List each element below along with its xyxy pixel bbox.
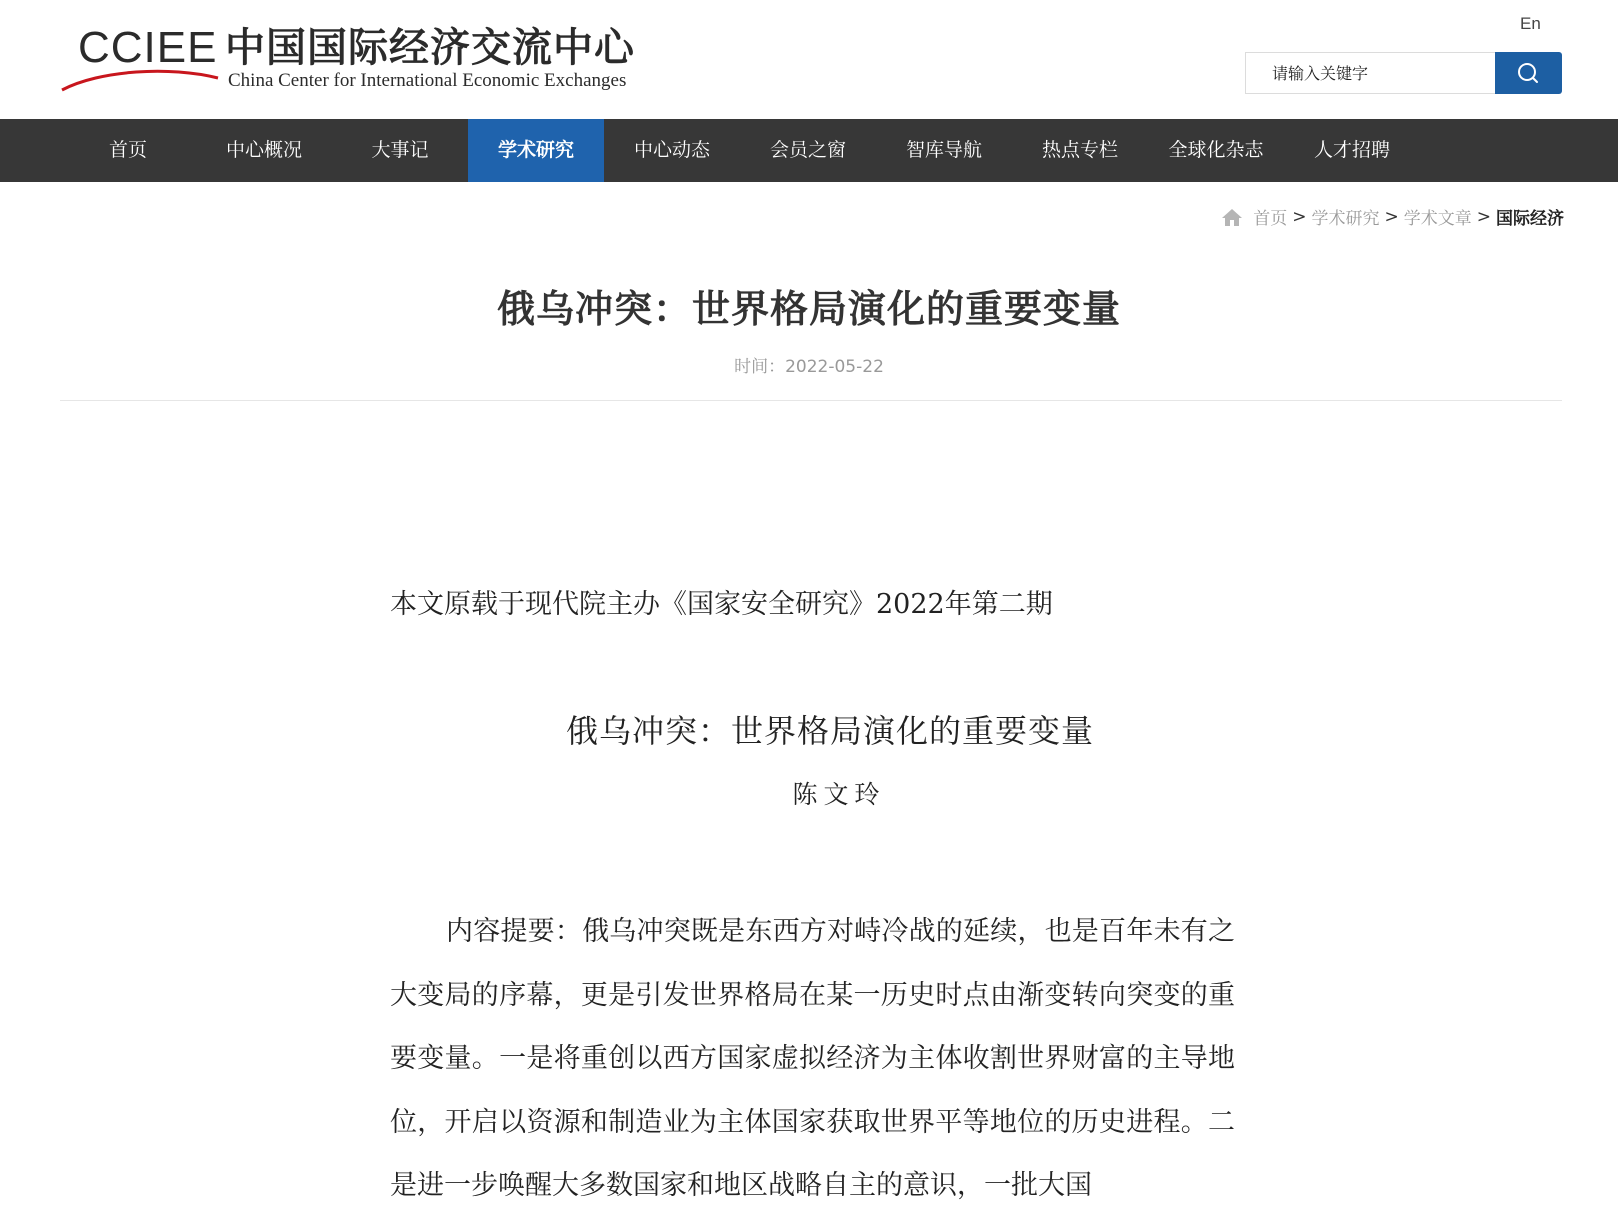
nav-item-careers[interactable]: 人才招聘: [1313, 139, 1390, 161]
home-icon: [1221, 207, 1243, 227]
divider: [60, 400, 1562, 401]
nav-item-home[interactable]: 首页: [108, 139, 147, 161]
logo-english-name: China Center for International Economic Exchanges: [228, 70, 627, 91]
breadcrumb-articles[interactable]: 学术文章: [1403, 209, 1472, 229]
site-header: [0, 0, 1618, 119]
breadcrumb-home[interactable]: 首页: [1253, 209, 1288, 229]
nav-item-research[interactable]: 学术研究: [468, 119, 604, 182]
source-note: 本文原载于现代院主办《国家安全研究》2022年第二期: [390, 589, 1053, 620]
breadcrumb-separator: >: [1292, 206, 1307, 227]
logo-abbreviation: CCIEE: [78, 23, 218, 72]
article-abstract: 内容提要：俄乌冲突既是东西方对峙冷战的延续，也是百年未有之大变局的序幕，更是引发世界格局在某一历史时点由渐变转向突变的重要变量。一是将重创以西方国家虚拟经济为主体收割世界财富的主导地位，开启以资源和制造业为主体国家获取世界平等地位的历史进程。二是进一步唤醒大多数国家和地区战略自主的意识，一批大国: [390, 916, 1235, 1201]
logo-chinese-name: 中国国际经济交流中心: [225, 24, 635, 71]
search-icon: [1495, 52, 1562, 94]
article-author: 陈文玲: [792, 780, 886, 809]
logo-swoosh-icon: [60, 64, 220, 94]
english-language-link[interactable]: En: [1520, 14, 1541, 33]
nav-item-thinktanks[interactable]: 智库导航: [905, 139, 982, 161]
search-box: [1245, 52, 1562, 94]
nav-item-news[interactable]: 中心动态: [633, 139, 710, 161]
nav-item-hot-topics[interactable]: 热点专栏: [1041, 139, 1118, 161]
search-button[interactable]: [1495, 52, 1562, 94]
breadcrumb-research[interactable]: 学术研究: [1311, 209, 1380, 229]
article-title: 俄乌冲突：世界格局演化的重要变量: [496, 287, 1121, 331]
nav-item-milestones[interactable]: 大事记: [371, 139, 429, 161]
site-logo[interactable]: [60, 18, 660, 96]
nav-item-about[interactable]: 中心概况: [225, 139, 302, 161]
main-navigation: [0, 119, 1618, 182]
nav-item-members[interactable]: 会员之窗: [769, 139, 846, 161]
breadcrumb-separator: >: [1384, 206, 1399, 227]
search-input[interactable]: [1245, 52, 1495, 94]
breadcrumb: [1221, 204, 1564, 229]
breadcrumb-current: 国际经济: [1496, 209, 1564, 229]
breadcrumb-separator: >: [1476, 206, 1491, 227]
article-date: 时间：2022-05-22: [734, 357, 884, 377]
article-inner-title: 俄乌冲突：世界格局演化的重要变量: [565, 712, 1094, 750]
nav-item-magazine[interactable]: 全球化杂志: [1168, 139, 1264, 161]
